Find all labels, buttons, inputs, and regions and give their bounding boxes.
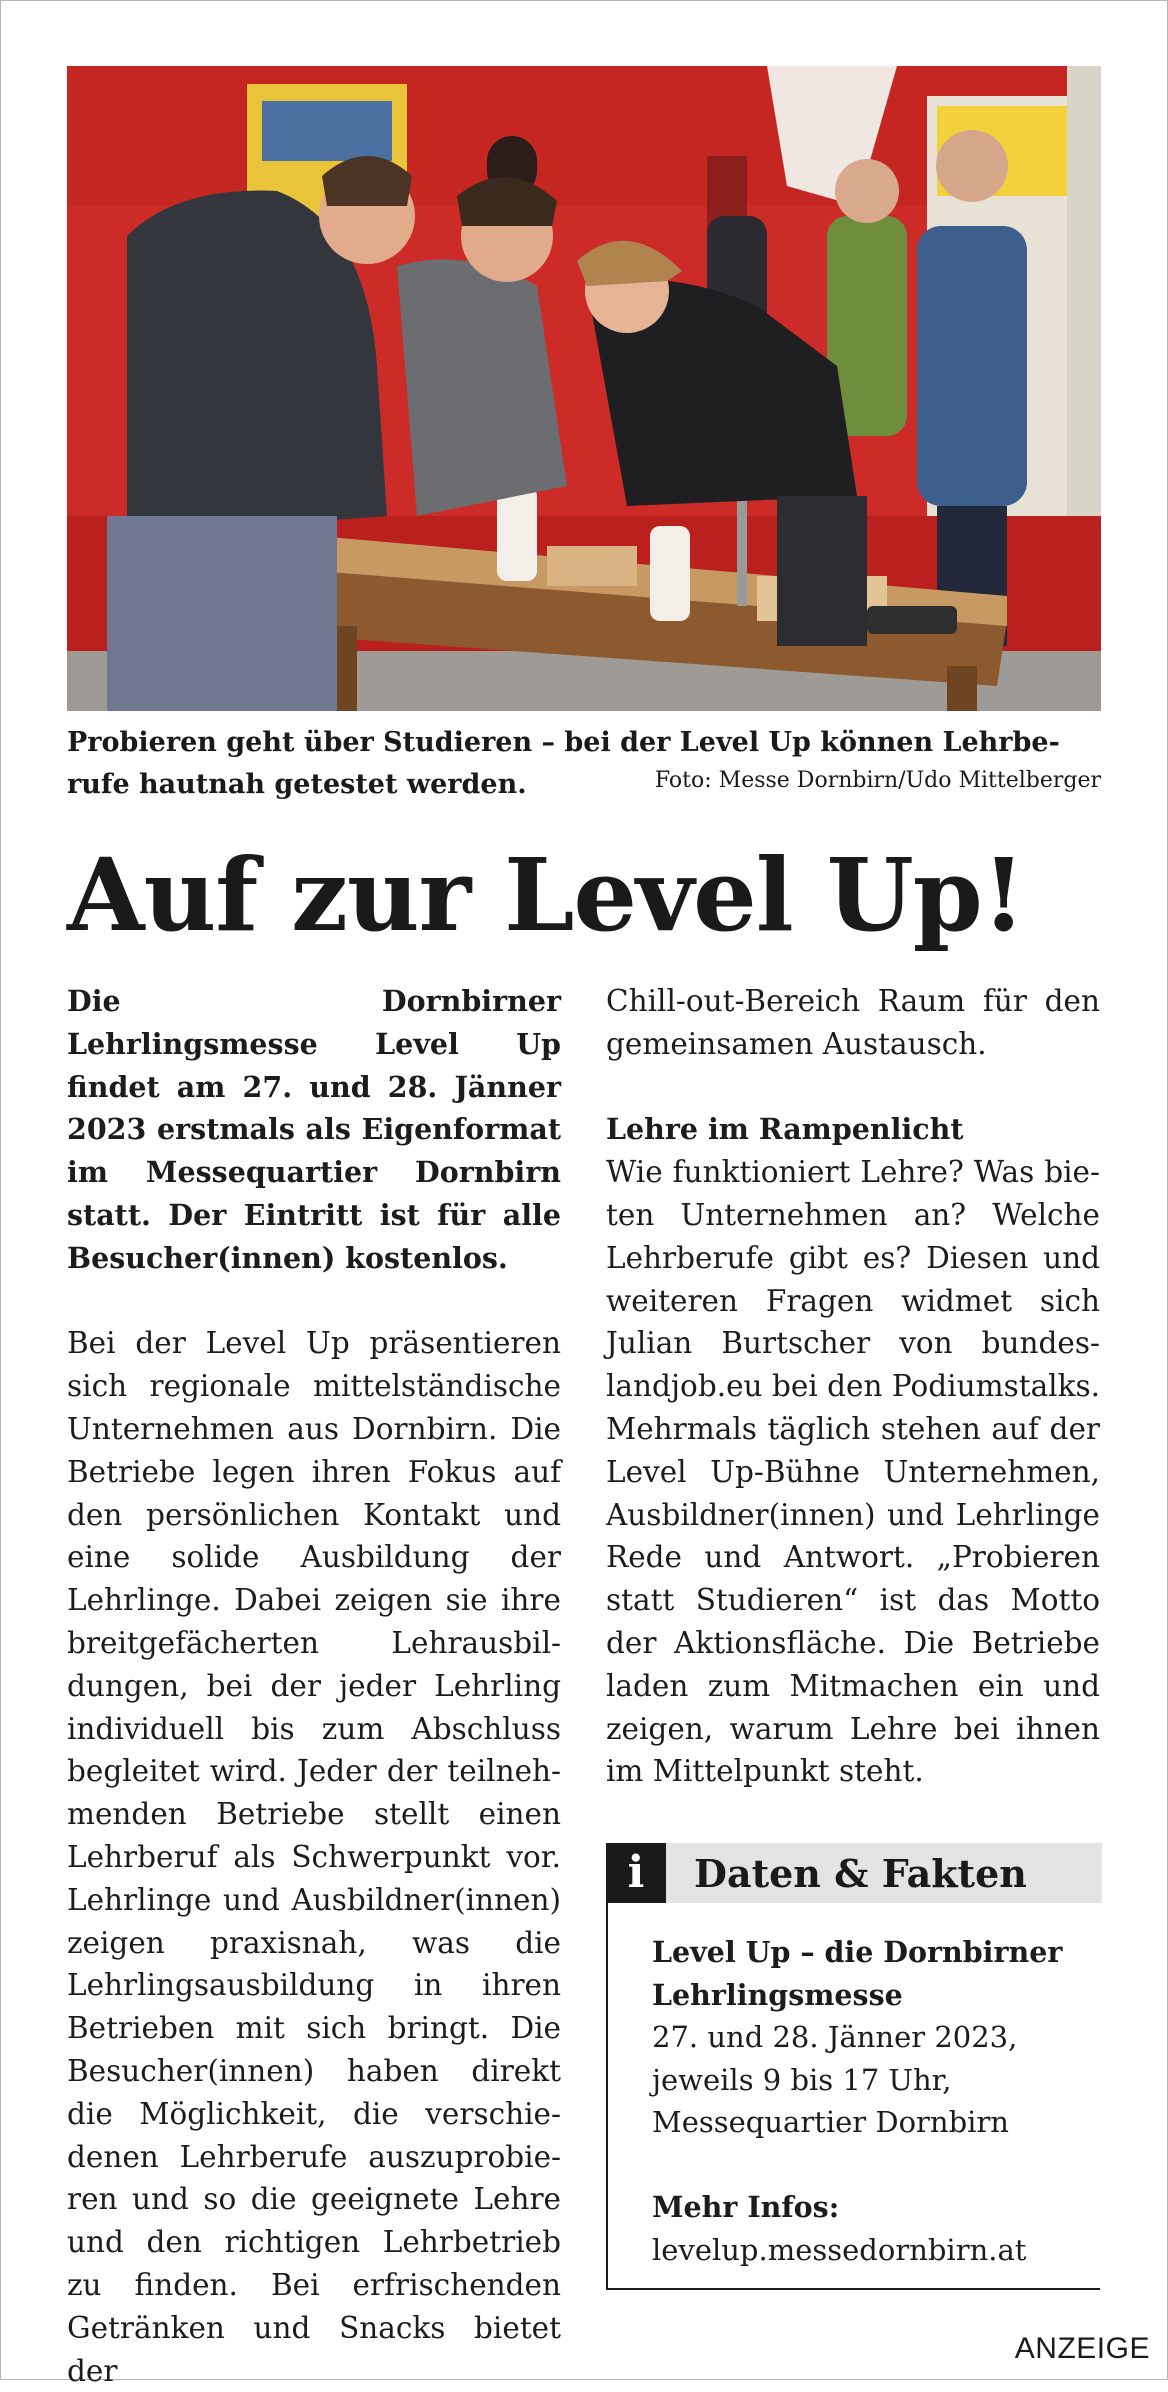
photo-credit: Foto: Messe Dornbirn/Udo Mittelberger (654, 768, 1101, 793)
facts-box-title: Daten & Fakten (694, 1851, 1027, 1896)
article-body-left: Bei der Level Up präsentieren sich regionale mittelständische Unternehmen aus Dornbirn. Die Betriebe legen ihren Fokus auf den persönlichen Kontakt und eine solide Ausbildung der Lehrlinge. Dabei zeigen sie ihre breitgefächerten Lehrausbildungen, bei der jeder Lehrling individuell bis zum Abschluss begleitet wird. Jeder der teilnehmenden Betriebe stellt einen Lehrberuf als Schwerpunkt vor. Lehrlinge und Ausbildner(innen) zeigen praxisnah, was die Lehrlingsausbildung in ihren Betrieben mit sich bringt. Die Besucher(innen) haben direkt die Möglichkeit, die verschiedenen Lehrberufe auszuprobieren und so die geeignete Lehre und den richtigen Lehrbetrieb zu finden. Bei erfrischenden Getränken und Snacks bietet der (67, 1326, 561, 2388)
article-column-right (606, 980, 1100, 1793)
photo-caption (67, 722, 1101, 806)
facts-box-header (606, 1843, 1102, 1903)
caption-line-1: Probieren geht über Studieren – bei der Level Up können Lehrbe- (67, 727, 1060, 758)
article-subheading: Lehre im Rampenlicht (606, 1112, 964, 1147)
event-venue: Messequartier Dornbirn (652, 2105, 1009, 2139)
event-dates: 27. und 28. Jänner 2023, (652, 2020, 1018, 2054)
article-body-right: Wie funktioniert Lehre? Was bieten Unternehmen an? Welche Lehrberufe gibt es? Diesen und weiteren Fragen widmet sich Julian Burtscher von bundeslandjob.eu bei den Podiumstalks. Mehrmals täglich stehen auf der Level Up-Bühne Unternehmen, Ausbildner(innen) und Lehrlinge Rede und Antwort. „Probieren statt Studieren“ ist das Motto der Aktionsfläche. Die Betriebe laden zum Mitmachen ein und zeigen, warum Lehre bei ihnen im Mittelpunkt steht. (606, 1155, 1100, 1789)
paragraph-gap (606, 1066, 1100, 1109)
event-url: levelup.messedornbirn.at (652, 2232, 1027, 2267)
paragraph-gap (67, 1280, 561, 1323)
advertisement-label: ANZEIGE (1014, 2332, 1150, 2365)
article-headline: Auf zur Level Up! (67, 836, 1025, 954)
more-info-label: Mehr Infos: (652, 2190, 840, 2224)
info-icon: i (606, 1843, 666, 1903)
event-hours: jeweils 9 bis 17 Uhr, (652, 2062, 952, 2097)
workshop-photo-illustration (67, 66, 1101, 711)
facts-box-body (652, 1931, 1092, 2271)
caption-line-2: rufe hautnah getestet werden. (67, 769, 527, 800)
paragraph-gap (652, 2144, 1092, 2187)
article-continuation: Chill-out-Bereich Raum für den gemeinsamen Austausch. (606, 984, 1100, 1061)
article-photo (67, 66, 1101, 711)
article-column-left (67, 980, 561, 2392)
article-lead: Die Dornbirner Lehrlingsmesse Level Up findet am 27. und 28. Jänner 2023 erstmals als Eigenformat im Messequartier Dornbirn statt. Der Eintritt ist für alle Besucher(innen) kostenlos. (67, 984, 561, 1275)
event-name: Level Up – die Dornbirner Lehrlingsmesse (652, 1935, 1063, 2012)
facts-box (606, 1843, 1100, 2290)
